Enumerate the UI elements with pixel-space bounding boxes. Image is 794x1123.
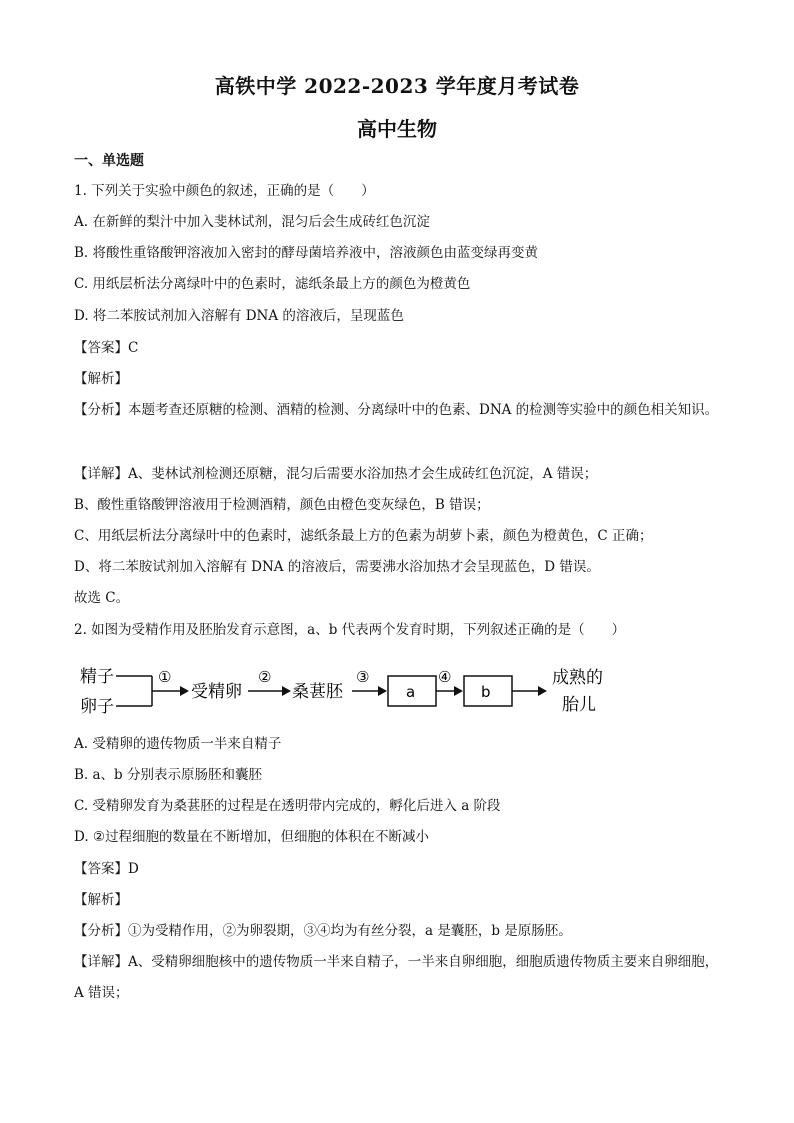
q1-detail-d: D、将二苯胺试剂加入溶解有 DNA 的溶液后，需要沸水浴加热才会呈现蓝色，D 错误。	[74, 559, 600, 575]
arrow-2-head	[282, 686, 291, 696]
answer-label: 【答案】	[74, 340, 128, 356]
result-line-1: 成熟的	[552, 668, 603, 688]
step-2-marker: ②	[258, 668, 272, 686]
result-line-2: 胎儿	[562, 695, 596, 715]
arrow-3-head	[378, 686, 387, 696]
q2-answer	[74, 859, 724, 879]
q1-analysis-intro	[74, 395, 724, 426]
q1-option-b: B. 将酸性重铬酸钾溶液加入密封的酵母菌培养液中，溶液颜色由蓝变绿再变黄	[74, 245, 539, 261]
detail-label: 【详解】	[74, 954, 128, 970]
morula-label: 桑葚胚	[292, 682, 343, 702]
egg-label: 卵子	[80, 697, 114, 717]
zygote-label: 受精卵	[191, 682, 242, 702]
answer-label: 【答案】	[74, 861, 128, 877]
step-1-marker: ①	[158, 668, 172, 686]
q1-detail-c: C、用纸层析法分离绿叶中的色素时，滤纸条最上方的色素为胡萝卜素，颜色为橙黄色，C 正确；	[74, 528, 653, 544]
q2-detail-a	[74, 947, 724, 1009]
q2-option-a: A. 受精卵的遗传物质一半来自精子	[74, 736, 282, 752]
arrow-1-head	[180, 686, 189, 696]
q1-analysis-label: 【解析】	[74, 371, 128, 387]
analysis-intro-text: 本题考查还原糖的检测、酒精的检测、分离绿叶中的色素、DNA 的检测等实验中的颜色相关知识。	[128, 402, 719, 418]
arrow-4-head	[454, 686, 463, 696]
q1-conclusion: 故选 C。	[74, 590, 130, 606]
q2-analysis-intro	[74, 921, 724, 941]
stage-b-label: b	[481, 683, 491, 701]
q1-detail-a	[74, 464, 724, 484]
q1-detail-b: B、酸性重铬酸钾溶液用于检测酒精，颜色由橙色变灰绿色，B 错误；	[74, 497, 490, 513]
exam-title: 高铁中学 2022-2023 学年度月考试卷	[214, 74, 580, 98]
arrow-5-head	[538, 686, 547, 696]
analysis-intro-text: ①为受精作用，②为卵裂期，③④均为有丝分裂，a 是囊胚，b 是原肠胚。	[128, 923, 572, 939]
detail-text: A、斐林试剂检测还原糖，混匀后需要水浴加热才会生成砖红色沉淀，A 错误；	[128, 466, 598, 482]
answer-value: C	[128, 340, 139, 356]
q2-option-d: D. ②过程细胞的数量在不断增加，但细胞的体积在不断减小	[74, 829, 430, 845]
q1-option-c: C. 用纸层析法分离绿叶中的色素时，滤纸条最上方的颜色为橙黄色	[74, 276, 471, 292]
q2-analysis-label: 【解析】	[74, 892, 128, 908]
analysis-intro-label: 【分析】	[74, 402, 128, 418]
sperm-label: 精子	[80, 667, 114, 687]
q1-answer	[74, 338, 724, 358]
q1-option-a: A. 在新鲜的梨汁中加入斐林试剂，混匀后会生成砖红色沉淀	[74, 214, 430, 230]
detail-text: A、受精卵细胞核中的遗传物质一半来自精子，一半来自卵细胞，细胞质遗传物质主要来自卵细胞，A 错误；	[74, 954, 719, 1001]
fertilization-diagram	[76, 657, 636, 721]
q2-option-b: B. a、b 分别表示原肠胚和囊胚	[74, 767, 262, 783]
answer-value: D	[128, 861, 139, 877]
stage-a-label: a	[406, 683, 416, 701]
q2-stem: 2. 如图为受精作用及胚胎发育示意图，a、b 代表两个发育时期，下列叙述正确的是（ ）	[74, 622, 626, 638]
analysis-intro-label: 【分析】	[74, 923, 128, 939]
q1-stem: 1. 下列关于实验中颜色的叙述，正确的是（ ）	[74, 183, 375, 199]
q2-option-c: C. 受精卵发育为桑葚胚的过程是在透明带内完成的，孵化后进入 a 阶段	[74, 798, 501, 814]
step-3-marker: ③	[356, 668, 370, 686]
detail-label: 【详解】	[74, 466, 128, 482]
subject-title: 高中生物	[357, 117, 437, 141]
section-heading: 一、单选题	[74, 153, 144, 169]
q1-option-d: D. 将二苯胺试剂加入溶解有 DNA 的溶液后，呈现蓝色	[74, 308, 404, 324]
step-4-marker: ④	[438, 668, 452, 686]
